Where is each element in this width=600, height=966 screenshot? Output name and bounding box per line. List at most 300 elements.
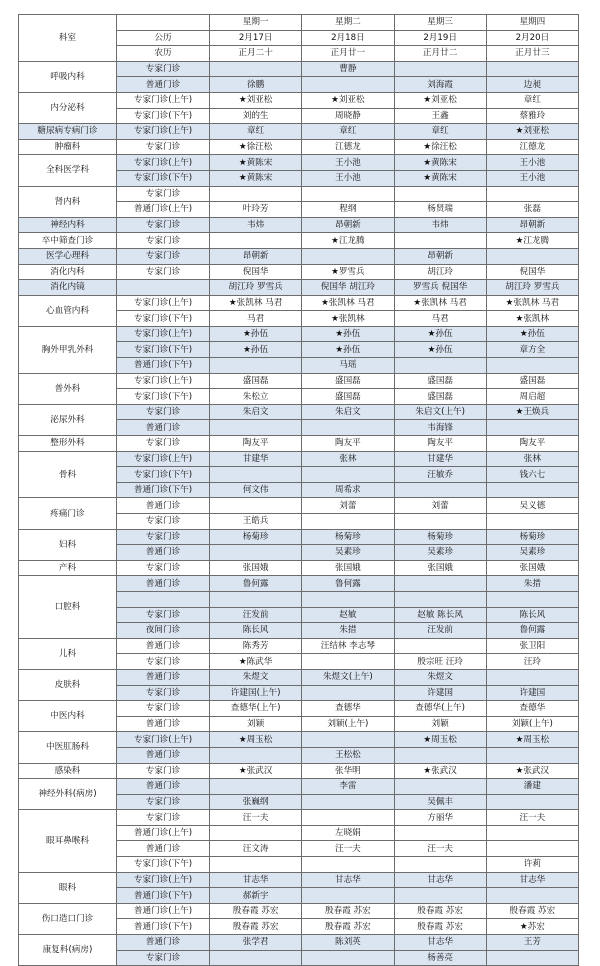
doctor-cell: 章红 — [302, 124, 394, 140]
doctor-cell: 盛国磊 — [210, 373, 302, 389]
doctor-cell: 吴素珍 — [486, 545, 578, 561]
doctor-cell: 章红 — [210, 124, 302, 140]
doctor-cell: 罗雪兵 倪国华 — [394, 280, 486, 296]
schedule-row — [19, 529, 579, 545]
header-weekday-row — [19, 15, 579, 31]
lunar-date: 正月二十 — [210, 46, 302, 62]
clinic-type: 普通门诊 — [117, 935, 210, 951]
schedule-row — [19, 732, 579, 748]
doctor-cell: ★江龙腾 — [302, 233, 394, 249]
gregorian-date: 2月19日 — [394, 30, 486, 46]
clinic-type: 专家门诊(上午) — [117, 155, 210, 171]
doctor-cell — [210, 498, 302, 514]
doctor-cell: 王小池 — [486, 170, 578, 186]
clinic-type: 专家门诊 — [117, 763, 210, 779]
clinic-type: 专家门诊(下午) — [117, 467, 210, 483]
doctor-cell: ★黄陈宋 — [210, 170, 302, 186]
doctor-cell: 朱煜文(上午) — [302, 669, 394, 685]
doctor-cell: 马瑶 — [302, 358, 394, 374]
department-name: 眼科 — [19, 872, 117, 903]
doctor-cell: 汪玲 — [486, 654, 578, 670]
doctor-cell: 盛国磊 — [302, 389, 394, 405]
clinic-type: 专家门诊 — [117, 810, 210, 826]
doctor-cell: ★张凯林 马君 — [394, 295, 486, 311]
doctor-cell — [210, 467, 302, 483]
schedule-row — [19, 295, 579, 311]
department-name: 中医肛肠科 — [19, 732, 117, 763]
doctor-cell: 张磊 — [486, 202, 578, 218]
doctor-cell: 昂朝新 — [394, 248, 486, 264]
department-name: 骨科 — [19, 451, 117, 498]
doctor-cell: 朱煜文 — [394, 669, 486, 685]
clinic-type: 普通门诊(上午) — [117, 202, 210, 218]
doctor-cell: ★陈武华 — [210, 654, 302, 670]
doctor-cell: ★孙伍 — [486, 326, 578, 342]
schedule-row — [19, 701, 579, 717]
department-name: 胸外甲乳外科 — [19, 326, 117, 373]
doctor-cell: 甘志华 — [486, 872, 578, 888]
doctor-cell: 陶友平 — [394, 436, 486, 452]
doctor-cell: 查德华 — [302, 701, 394, 717]
schedule-row — [19, 124, 579, 140]
doctor-cell: 汪一夫 — [394, 841, 486, 857]
doctor-cell — [394, 857, 486, 873]
doctor-cell: 陈刘英 — [302, 935, 394, 951]
department-name: 呼吸内科 — [19, 61, 117, 92]
doctor-cell: 刘颖(上午) — [302, 716, 394, 732]
doctor-cell: 朱启文(上午) — [394, 404, 486, 420]
schedule-row — [19, 61, 579, 77]
clinic-type: 专家门诊(上午) — [117, 124, 210, 140]
department-name: 医学心理科 — [19, 248, 117, 264]
doctor-cell: 杨善亮 — [394, 950, 486, 966]
clinic-type: 专家门诊(上午) — [117, 451, 210, 467]
doctor-cell: 赵敏 陈长风 — [394, 607, 486, 623]
doctor-cell — [394, 514, 486, 530]
doctor-cell: ★周玉松 — [394, 732, 486, 748]
doctor-cell — [210, 233, 302, 249]
doctor-cell: 王松松 — [302, 747, 394, 763]
doctor-cell — [394, 233, 486, 249]
department-name: 内分泌科 — [19, 92, 117, 123]
doctor-cell — [486, 358, 578, 374]
doctor-cell: 张国娥 — [302, 560, 394, 576]
doctor-cell — [394, 591, 486, 607]
department-name: 消化内镜 — [19, 280, 117, 296]
department-name: 感染科 — [19, 763, 117, 779]
clinic-type: 普通门诊 — [117, 420, 210, 436]
doctor-cell: ★张凯林 — [302, 311, 394, 327]
clinic-type: 专家门诊 — [117, 61, 210, 77]
clinic-type: 普通门诊(下午) — [117, 888, 210, 904]
doctor-cell: 盛国磊 — [486, 373, 578, 389]
doctor-cell: 殷春霞 苏宏 — [302, 919, 394, 935]
schedule-row — [19, 280, 579, 296]
weekday-header: 星期一 — [210, 15, 302, 31]
doctor-cell: 汪发前 — [394, 623, 486, 639]
doctor-cell: 胡江玲 罗雪兵 — [210, 280, 302, 296]
department-name: 儿科 — [19, 638, 117, 669]
doctor-cell: 王小池 — [486, 155, 578, 171]
doctor-cell: 盛国磊 — [302, 373, 394, 389]
doctor-cell: ★张凯林 马君 — [210, 295, 302, 311]
doctor-cell: 陶友平 — [210, 436, 302, 452]
doctor-cell: 殷春霞 苏宏 — [486, 903, 578, 919]
department-name: 泌尿外科 — [19, 404, 117, 435]
doctor-cell: 方丽华 — [394, 810, 486, 826]
doctor-cell: ★孙伍 — [394, 326, 486, 342]
doctor-cell — [486, 888, 578, 904]
doctor-cell — [302, 186, 394, 202]
doctor-cell: 朱松立 — [210, 389, 302, 405]
clinic-type: 普通门诊 — [117, 779, 210, 795]
doctor-cell: 张巍纲 — [210, 794, 302, 810]
doctor-cell: 鲁何露 — [302, 576, 394, 592]
doctor-cell: ★张凯林 马君 — [486, 295, 578, 311]
doctor-cell: 甘建华 — [394, 451, 486, 467]
doctor-cell — [394, 638, 486, 654]
doctor-cell: ★张凯林 马君 — [302, 295, 394, 311]
doctor-cell: 胡江玲 罗雪兵 — [486, 280, 578, 296]
doctor-cell — [302, 77, 394, 93]
clinic-type: 专家门诊(上午) — [117, 373, 210, 389]
doctor-cell: ★张凯林 — [486, 311, 578, 327]
doctor-cell: 倪国华 — [210, 264, 302, 280]
department-name: 伤口造口门诊 — [19, 903, 117, 934]
doctor-cell: 胡江玲 — [394, 264, 486, 280]
doctor-cell — [486, 186, 578, 202]
doctor-cell — [486, 248, 578, 264]
schedule-row — [19, 404, 579, 420]
clinic-type: 普通门诊(下午) — [117, 482, 210, 498]
doctor-cell — [302, 467, 394, 483]
doctor-cell: 李雷 — [302, 779, 394, 795]
doctor-cell — [302, 794, 394, 810]
doctor-cell: 汪敏乔 — [394, 467, 486, 483]
doctor-cell — [394, 482, 486, 498]
clinic-type: 专家门诊(下午) — [117, 342, 210, 358]
doctor-cell — [302, 888, 394, 904]
doctor-cell: 刘海霞 — [394, 77, 486, 93]
schedule-row — [19, 248, 579, 264]
doctor-cell: 韦炜 — [210, 217, 302, 233]
doctor-cell: 汪发前 — [210, 607, 302, 623]
clinic-type: 专家门诊(下午) — [117, 311, 210, 327]
doctor-cell: 殷春霞 苏宏 — [394, 903, 486, 919]
doctor-cell: 张卫阳 — [486, 638, 578, 654]
clinic-type: 普通门诊 — [117, 545, 210, 561]
weekday-header: 星期四 — [486, 15, 578, 31]
schedule-row — [19, 779, 579, 795]
doctor-cell: ★黄陈宋 — [394, 155, 486, 171]
clinic-type: 夜间门诊 — [117, 623, 210, 639]
doctor-cell: ★孙伍 — [210, 342, 302, 358]
doctor-cell: 查德华(上午) — [394, 701, 486, 717]
clinic-type: 专家门诊 — [117, 217, 210, 233]
schedule-row — [19, 638, 579, 654]
doctor-cell — [486, 61, 578, 77]
clinic-type: 专家门诊 — [117, 514, 210, 530]
doctor-cell — [394, 358, 486, 374]
doctor-cell: ★张武汉 — [394, 763, 486, 779]
clinic-type: 专家门诊(上午) — [117, 872, 210, 888]
doctor-cell: 朱措 — [302, 623, 394, 639]
clinic-type: 普通门诊(上午) — [117, 825, 210, 841]
weekday-header: 星期三 — [394, 15, 486, 31]
schedule-row — [19, 451, 579, 467]
doctor-cell: ★孙伍 — [302, 342, 394, 358]
clinic-type: 普通门诊(下午) — [117, 919, 210, 935]
doctor-cell: 陈长风 — [210, 623, 302, 639]
department-name: 眼耳鼻喉科 — [19, 810, 117, 872]
schedule-row — [19, 217, 579, 233]
schedule-row — [19, 186, 579, 202]
doctor-cell: 陈长风 — [486, 607, 578, 623]
clinic-type: 专家门诊(上午) — [117, 295, 210, 311]
doctor-cell: 马君 — [394, 311, 486, 327]
doctor-cell: 韦海锋 — [394, 420, 486, 436]
doctor-cell: 甘志华 — [210, 872, 302, 888]
department-name: 产科 — [19, 560, 117, 576]
doctor-cell: 盛国磊 — [394, 389, 486, 405]
department-name: 康复科(病房) — [19, 935, 117, 966]
schedule-row — [19, 669, 579, 685]
doctor-cell: 甘志华 — [394, 872, 486, 888]
doctor-cell: ★张武汉 — [210, 763, 302, 779]
doctor-cell: 杨菊珍 — [394, 529, 486, 545]
doctor-cell — [210, 186, 302, 202]
doctor-cell: 朱煜文 — [210, 669, 302, 685]
clinic-type: 专家门诊(上午) — [117, 732, 210, 748]
department-name: 皮肤科 — [19, 669, 117, 700]
clinic-type: 专家门诊 — [117, 404, 210, 420]
doctor-cell: ★徐汪松 — [210, 139, 302, 155]
doctor-cell: 甘志华 — [302, 872, 394, 888]
doctor-cell: 汪一夫 — [486, 810, 578, 826]
clinic-type — [117, 280, 210, 296]
schedule-row — [19, 498, 579, 514]
doctor-cell: 朱措 — [486, 576, 578, 592]
doctor-cell: 刘蕾 — [302, 498, 394, 514]
department-name: 普外科 — [19, 373, 117, 404]
doctor-cell: ★刘亚松 — [302, 92, 394, 108]
department-name: 口腔科 — [19, 576, 117, 638]
doctor-cell: 韦炜 — [394, 217, 486, 233]
doctor-cell: 昂朝新 — [486, 217, 578, 233]
department-name: 卒中筛查门诊 — [19, 233, 117, 249]
doctor-cell: 盛国磊 — [394, 373, 486, 389]
schedule-row — [19, 810, 579, 826]
doctor-cell: 查德华(上午) — [210, 701, 302, 717]
doctor-cell: 张林 — [486, 451, 578, 467]
clinic-type: 普通门诊 — [117, 841, 210, 857]
lunar-date: 正月廿三 — [486, 46, 578, 62]
doctor-cell — [486, 950, 578, 966]
department-name: 中医内科 — [19, 701, 117, 732]
clinic-type: 普通门诊(下午) — [117, 358, 210, 374]
clinic-type: 专家门诊 — [117, 436, 210, 452]
clinic-type: 专家门诊 — [117, 685, 210, 701]
doctor-cell: 江德龙 — [302, 139, 394, 155]
doctor-cell: ★徐汪松 — [394, 139, 486, 155]
doctor-cell — [394, 779, 486, 795]
clinic-type: 专家门诊 — [117, 654, 210, 670]
doctor-cell: 张学君 — [210, 935, 302, 951]
clinic-type: 专家门诊(下午) — [117, 389, 210, 405]
doctor-cell: 何文伟 — [210, 482, 302, 498]
doctor-cell: 许建国 — [394, 685, 486, 701]
doctor-cell: ★刘亚松 — [210, 92, 302, 108]
doctor-cell: 鲁何露 — [210, 576, 302, 592]
doctor-cell: 昂朝新 — [302, 217, 394, 233]
doctor-cell — [210, 358, 302, 374]
clinic-type: 专家门诊(下午) — [117, 857, 210, 873]
doctor-cell — [486, 420, 578, 436]
doctor-cell: 倪国华 胡江玲 — [302, 280, 394, 296]
clinic-type: 普通门诊 — [117, 716, 210, 732]
clinic-type: 普通门诊 — [117, 576, 210, 592]
clinic-type: 专家门诊 — [117, 794, 210, 810]
department-name: 妇科 — [19, 529, 117, 560]
doctor-cell: 甘志华 — [394, 935, 486, 951]
clinic-type: 普通门诊 — [117, 669, 210, 685]
doctor-cell — [302, 857, 394, 873]
doctor-cell: ★刘亚松 — [394, 92, 486, 108]
dept-header: 科室 — [19, 15, 117, 62]
doctor-cell: 殷春霞 苏宏 — [210, 903, 302, 919]
gregorian-date: 2月18日 — [302, 30, 394, 46]
doctor-cell — [210, 420, 302, 436]
department-name: 肾内科 — [19, 186, 117, 217]
schedule-row — [19, 935, 579, 951]
doctor-cell — [486, 825, 578, 841]
department-name: 消化内科 — [19, 264, 117, 280]
schedule-row — [19, 373, 579, 389]
doctor-cell — [302, 732, 394, 748]
doctor-cell — [486, 747, 578, 763]
doctor-cell — [302, 810, 394, 826]
doctor-cell — [302, 420, 394, 436]
gregorian-label: 公历 — [117, 30, 210, 46]
doctor-cell — [302, 950, 394, 966]
doctor-cell: 章方全 — [486, 342, 578, 358]
doctor-cell: 王小池 — [302, 155, 394, 171]
doctor-cell: 吴素珍 — [394, 545, 486, 561]
doctor-cell: 汪一夫 — [302, 841, 394, 857]
doctor-cell: 周启超 — [486, 389, 578, 405]
clinic-type: 普通门诊 — [117, 638, 210, 654]
doctor-cell: 杨菊珍 — [302, 529, 394, 545]
header-blank-cell — [117, 15, 210, 31]
schedule-row — [19, 436, 579, 452]
doctor-cell: 潘建 — [486, 779, 578, 795]
doctor-cell: 倪国华 — [486, 264, 578, 280]
doctor-cell — [486, 514, 578, 530]
clinic-type: 专家门诊 — [117, 560, 210, 576]
clinic-type: 专家门诊(上午) — [117, 92, 210, 108]
department-name: 肿瘤科 — [19, 139, 117, 155]
doctor-cell — [486, 841, 578, 857]
schedule-row — [19, 326, 579, 342]
schedule-row — [19, 139, 579, 155]
clinic-type: 专家门诊 — [117, 701, 210, 717]
doctor-cell — [210, 779, 302, 795]
clinic-type: 普通门诊 — [117, 77, 210, 93]
doctor-cell: 江德龙 — [486, 139, 578, 155]
doctor-cell: 陶友平 — [302, 436, 394, 452]
schedule-row — [19, 560, 579, 576]
doctor-cell — [302, 685, 394, 701]
doctor-cell: 郝新宇 — [210, 888, 302, 904]
doctor-cell: 汪文涛 — [210, 841, 302, 857]
doctor-cell — [210, 747, 302, 763]
doctor-cell — [486, 591, 578, 607]
doctor-cell: 杨菊珍 — [210, 529, 302, 545]
doctor-cell: 曹静 — [302, 61, 394, 77]
doctor-cell — [302, 591, 394, 607]
clinic-type: 专家门诊(下午) — [117, 170, 210, 186]
schedule-row — [19, 576, 579, 592]
doctor-cell: ★周玉松 — [210, 732, 302, 748]
doctor-cell: 朱启文 — [302, 404, 394, 420]
doctor-cell: ★周玉松 — [486, 732, 578, 748]
department-name: 疼痛门诊 — [19, 498, 117, 529]
doctor-cell — [210, 950, 302, 966]
doctor-cell — [210, 857, 302, 873]
schedule-row — [19, 903, 579, 919]
doctor-cell: 许建国(上午) — [210, 685, 302, 701]
lunar-date: 正月廿二 — [394, 46, 486, 62]
doctor-cell: 吴素珍 — [302, 545, 394, 561]
doctor-cell: 陶友平 — [486, 436, 578, 452]
doctor-cell: ★江龙腾 — [486, 233, 578, 249]
doctor-cell: 周希求 — [302, 482, 394, 498]
doctor-cell: 殷宗旺 汪玲 — [394, 654, 486, 670]
weekday-header: 星期二 — [302, 15, 394, 31]
clinic-type: 专家门诊(下午) — [117, 108, 210, 124]
doctor-cell: 朱启文 — [210, 404, 302, 420]
doctor-cell: 章红 — [486, 92, 578, 108]
doctor-cell: 吴佩丰 — [394, 794, 486, 810]
doctor-cell: 刘的生 — [210, 108, 302, 124]
doctor-cell: 昂朝新 — [210, 248, 302, 264]
lunar-label: 农历 — [117, 46, 210, 62]
doctor-cell: 左晓娟 — [302, 825, 394, 841]
doctor-cell: 甘建华 — [210, 451, 302, 467]
doctor-cell: 许建国 — [486, 685, 578, 701]
doctor-cell: 张国娥 — [394, 560, 486, 576]
schedule-sheet — [18, 14, 578, 966]
doctor-cell: 刘颖 — [210, 716, 302, 732]
doctor-cell: 刘蕾 — [394, 498, 486, 514]
doctor-cell: 殷春霞 苏宏 — [394, 919, 486, 935]
doctor-cell: 吴义德 — [486, 498, 578, 514]
department-name: 整形外科 — [19, 436, 117, 452]
doctor-cell: 鲁何露 — [486, 623, 578, 639]
doctor-cell — [394, 825, 486, 841]
clinic-type: 专家门诊(上午) — [117, 326, 210, 342]
doctor-cell — [210, 61, 302, 77]
doctor-cell — [394, 186, 486, 202]
doctor-cell: 蔡雅玲 — [486, 108, 578, 124]
doctor-cell: 边昶 — [486, 77, 578, 93]
doctor-cell — [394, 888, 486, 904]
doctor-cell: 张华明 — [302, 763, 394, 779]
doctor-cell: ★孙伍 — [302, 326, 394, 342]
clinic-type — [117, 591, 210, 607]
department-name: 心血管内科 — [19, 295, 117, 326]
doctor-cell: 徐鹏 — [210, 77, 302, 93]
